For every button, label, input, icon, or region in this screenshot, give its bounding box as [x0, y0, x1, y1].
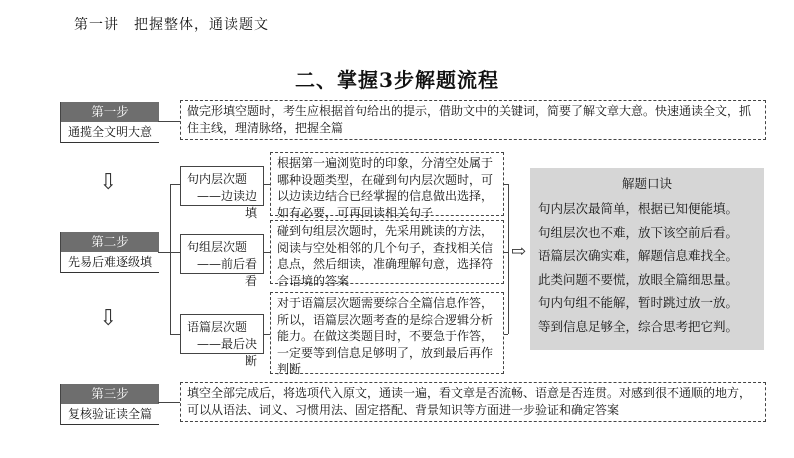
level-discourse-method: ——最后决断 — [196, 337, 257, 368]
tip-line: 句内层次最简单，根据已知便能填。 — [538, 201, 739, 216]
step-3-body: 复核验证读全篇 — [61, 404, 159, 425]
level-group-description: 碰到句组层次题时，先采用跳读的方法，阅读与空处相邻的几个句子，查找相关信息点，然后细读，准确理解句意，选择符合语境的答案 — [270, 220, 504, 284]
down-arrow-icon: ⇩ — [99, 170, 118, 195]
connector-line — [504, 184, 508, 185]
tip-line: 语篇层次确实难，解题信息难找全。 — [538, 248, 739, 263]
level-discourse-description: 对于语篇层次题需要综合全篇信息作答，所以，语篇层次题考查的是综合逻辑分析能力。在做这类题目时，不要急于作答，一定要等到信息足够明了，放到最后再作判断 — [270, 292, 504, 374]
connector-line — [170, 334, 180, 335]
solving-tips-box — [530, 168, 764, 350]
tip-line: 此类问题不要慌，放眼全篇细思量。 — [538, 271, 739, 287]
section-title: 二、掌握3步解题流程 — [295, 68, 499, 92]
down-arrow-icon: ⇩ — [99, 306, 118, 331]
right-arrow-icon: ⇨ — [511, 241, 527, 262]
lecture-header: 第一讲 把握整体，通读题文 — [74, 17, 269, 33]
level-group-box — [180, 234, 264, 288]
connector-line — [158, 252, 170, 253]
level-group-name: 句组层次题 — [187, 240, 248, 254]
step-1-body: 通揽全文明大意 — [61, 122, 159, 143]
level-discourse-box — [180, 314, 264, 368]
level-sentence-name: 句内层次题 — [187, 172, 248, 186]
connector-line — [158, 402, 180, 403]
connector-line — [170, 252, 180, 253]
step-2-head: 第二步 — [61, 232, 159, 252]
level-sentence-box — [180, 166, 264, 220]
step-3-head: 第三步 — [61, 384, 159, 404]
step-1-label — [60, 102, 159, 143]
tip-line: 等到信息足够全，综合思考把它判。 — [538, 318, 739, 334]
tips-heading: 解题口诀 — [621, 176, 672, 191]
step-3-label — [60, 384, 159, 425]
connector-line — [504, 334, 508, 335]
level-sentence-description: 根据第一遍浏览时的印象，分清空处属于哪种设题类型，在碰到句内层次题时，可以边读边结合已经掌握的信息做出选择，如有必要，可再回读相关句子 — [270, 152, 504, 216]
level-group-method: ——前后看看 — [196, 257, 257, 288]
step-1-head: 第一步 — [61, 102, 159, 122]
tip-line: 句组层次也不难，放下该空前后看。 — [538, 224, 739, 240]
step-2-body: 先易后难逐级填 — [61, 252, 159, 273]
level-discourse-name: 语篇层次题 — [187, 320, 248, 334]
step-2-label — [60, 232, 159, 273]
connector-line — [158, 121, 180, 122]
step-1-description: 做完形填空题时，考生应根据首句给出的提示，借助文中的关键词，简要了解文章大意。快速通读全文，抓住主线，理清脉络，把握全篇 — [180, 100, 766, 140]
connector-line — [508, 184, 509, 334]
tip-line: 句内句组不能解，暂时跳过放一放。 — [538, 295, 739, 310]
level-sentence-method: ——边读边填 — [196, 189, 257, 220]
connector-line — [170, 184, 171, 334]
step-3-description: 填空全部完成后，将选项代入原文，通读一遍，看文章是否流畅、语意是否连贯。对感到很不通顺的地方，可以从语法、词义、习惯用法、固定搭配、背景知识等方面进一步验证和确定答案 — [180, 382, 766, 422]
connector-line — [170, 184, 180, 185]
connector-line — [504, 252, 508, 253]
